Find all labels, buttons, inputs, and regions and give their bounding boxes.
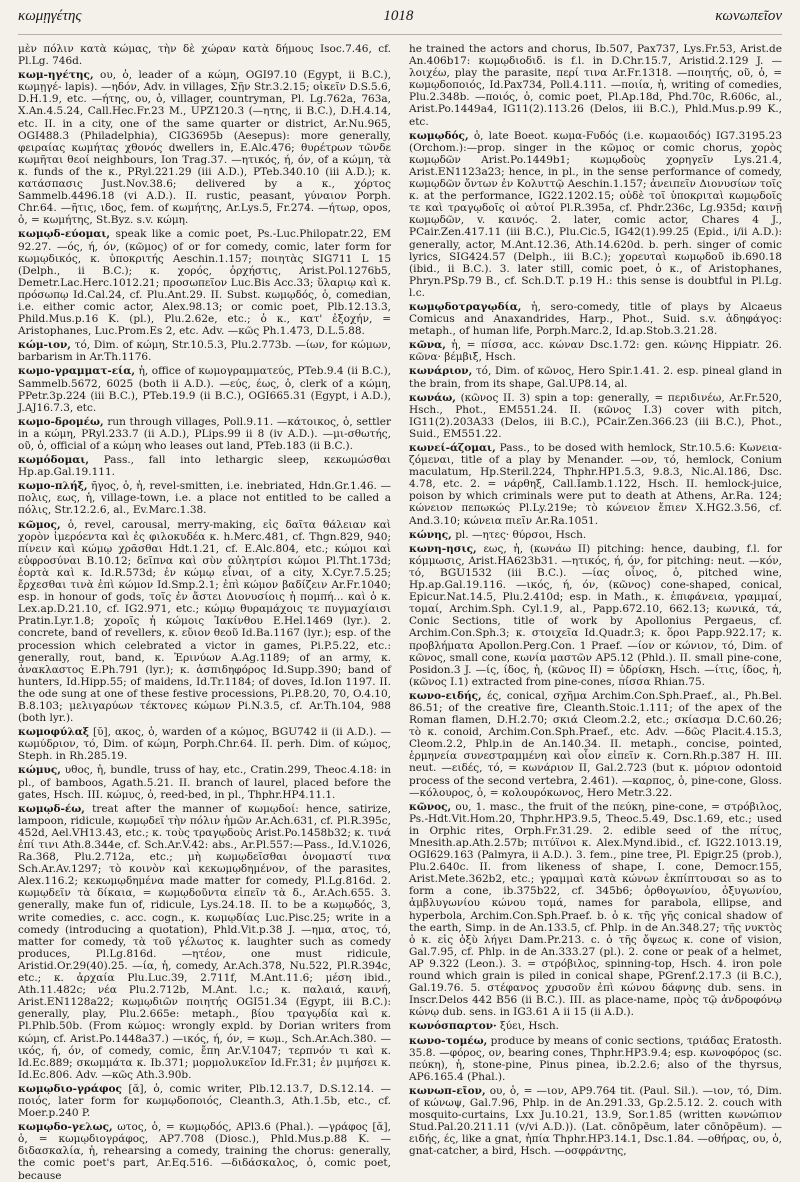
entry-body: ου, 1. masc., the fruit of the πεύκη, pine-cone, = στρόβιλος, Ps.-Hdt.Vit.Hom.20, Thphr.HP3.9.5, Theoc.5.49, Dsc.1.69, etc.; used in Orphic rites, Orph.Fr.31.29. 2. edible seed of the πίτυς, Mnesith.ap.Ath.2.57b; πιτύϊνοι κ. Alex.Mynd.ibid., cf. IG22.1013.19, OGI629.163 (Palmyra, ii A.D.). 3. fem., pine tree, Pl. Epigr.25 (prob.), Plu.2.640c. II. from likeness of shape, I. cone, Democr.155, Arist.Mete.362b2, etc.; γραμμαὶ κατὰ κώνων ἐκπίπτουσαι so as to form a cone, ib.375b22, cf. 345b6; ὀρθογωνίου, ὀξυγωνίου, ἀμβλυγωνίου κώνου τομά, names for parabola, ellipse, and hyperbola, Archim.Con.Sph.Praef. b. ὁ κ. τῆς γῆς conical shadow of the earth, Simp. in de An.133.5, cf. Phlp. in de An.348.27; τῆς νυκτὸς ὁ κ. εἰς ὀξὺ λήγει Dam.Pr.213. c. ὁ τῆς ὄψεως κ. cone of vision, Gal.7.95, cf. Phlp. in de An.333.27 (pl.). 2. cone or peak of a helmet, AP 9.322 (Leon.). 3. = στρόβιλος, spinning-top, Hsch. 4. iron pole round which grain is piled in conical shape, PGrenf.2.17.3 (ii B.C.), Gal.19.76. 5. στέφανος χρυσοῦν ἐπὶ κώνου δάφνης dub. sens. in Inscr.Delos 442 B56 (ii B.C.). III. as place-name, πρὸς τῷ ἀνδροφόνῳ κώνῳ dub. sens. in IG3.61 A ii 15 (ii A.D.).: [409, 800, 782, 1019]
entry-headword: κωμ-ηγέτης,: [18, 69, 94, 82]
entry-body: ου, ὁ, = —ιον, AP9.764 tit. (Paul. Sil.). —ιον, τό, Dim. of κώνωψ, Gal.7.96, Phlp. in de An.291.33, Gp.2.5.12. 2. couch with mosquito-curtains, Lxx Ju.10.21, 13.9, Sor.1.85 (written κωνώπιον Stud.Pal.20.211.11 (v/vi A.D.)). (Lat. cōnōpēum, later cōnōpēum). —ειδής, ές, like a gnat, ἡπία Thphr.HP3.14.1, Dsc.1.84. —οθήρας, ου, ὁ, gnat-catcher, a bird, Hsch. —οσφράντης,: [409, 1084, 782, 1158]
columns: [18, 43, 783, 1182]
dictionary-entry: [18, 416, 391, 452]
entry-body: ἡ, office of κωμογραμματεύς, PTeb.9.4 (ii B.C.), Sammelb.5672, 6025 (both ii A.D.). —εύς, έως, ὁ, clerk of a κώμη, PPetr.3p.224 (iii B.C.), PTeb.19.9 (ii B.C.), OGI665.31 (Egypt, i A.D.), J.AJ16.7.3, etc.: [18, 365, 391, 414]
entry-body: ῆγος, ὁ, ἡ, revel-smitten, i.e. inebriated, Hdn.Gr.1.46. —πολις, εως, ἡ, village-town, i.e. a place not entitled to be called a πόλις, Str.12.2.6, al., Ev.Marc.1.38.: [18, 480, 392, 517]
dictionary-entry: [18, 228, 391, 337]
dictionary-entry: [18, 365, 391, 413]
dictionary-entry: [18, 519, 391, 725]
entry-headword: κῶνα,: [409, 339, 446, 352]
dictionary-entry: [409, 1085, 782, 1158]
dictionary-entry: [18, 726, 391, 762]
dictionary-entry: [409, 690, 782, 799]
entry-headword: κῶνος,: [409, 800, 452, 813]
entry-headword: κώμυς,: [18, 764, 61, 777]
dictionary-entry: [409, 339, 782, 363]
entry-body: [ῠ], ακος, ὁ, warden of a κώμος, BGU742 ii (ii A.D.). —κωμύδριον, τό, Dim. of κώμη, Porph.Chr.64. II. perh. Dim. of κώμος, Steph. in Rh.285.19.: [18, 726, 391, 763]
dictionary-entry: [409, 529, 782, 541]
dictionary-entry: [409, 543, 782, 688]
entry-body: εως, ἡ, (κωνάω II) pitching: hence, daubing, f.l. for κόμμωσις, Arist.HA623b31. —ητικός, ή, όν, for pitching: neut. —κόν, τό, BGU1532 (iii B.C.). —ίας οἶνος, ὁ, pitched wine, Hp.ap.Gal.19.116. —ικός, ή, όν, (κῶνος) cone-shaped, conical, Epicur.Nat.14.5, Plu.2.410d; esp. in Math., κ. ἐπιφάνεια, γραμμαί, τομαί, Archim.Sph. Cyl.1.9, al., Papp.672.10, 662.13; κωνικά, τά, Conic Sections, title of work by Apollonius Pergaeus, cf. Archim.Con.Sph.3; κ. στοιχεῖα Id.Quadr.3; κ. ὅροι Papp.922.17; κ. προβλήματα Apollon.Perg.Con. 1 Praef. —ίον or κώνιον, τό, Dim. of κῶνος, small cone, κωνία μαστῶν AP5.12 (Phld.). II. small pine-cone, Posidon.3 J. —ίς, ίδος, ἡ, (κῶνος II) = ὑδρίσκη, Hsch. —ίτις, ίδος, ἡ, (κῶνος I.1) extracted from pine-cones, πίσσα Rhian.75.: [409, 542, 783, 688]
dictionary-entry: [409, 1035, 782, 1083]
dictionary-entry: [409, 130, 782, 299]
entry-body: ές, conical, σχῆμα Archim.Con.Sph.Praef., al., Ph.Bel. 86.51; of the creative fire, Cleanth.Stoic.1.111; of the apex of the Roman flamen, D.H.2.70; σκιά Cleom.2.2, etc.; σκίασμα D.C.60.26; τὸ κ. conoid, Archim.Con.Sph.Praef., etc. Adv. —δῶς Placit.4.15.3, Cleom.2.2, Phlp.in de An.140.34. II. metaph., concise, pointed, ἑρμηνεία συνεστραμμένη καὶ οἷον εἰπεῖν κ. Corn.Rh.p.387 H. III. neut. —ειδές, τό, = κωνάριον II, Gal.2.723 (but κ. μόριον odontoid process of the second vertebra, 2.461). —καρπος, ὁ, pine-cone, Gloss. —κόλουρος, ὁ, = κολουρόκωνος, Hero Metr.3.22.: [409, 689, 782, 799]
dictionary-entry: [409, 43, 782, 128]
right-column: [409, 43, 783, 1158]
left-column: [18, 43, 392, 1182]
dictionary-entry: [18, 1083, 391, 1119]
entry-body: Pass., fall into lethargic sleep, κεκωμώσθαι Hp.ap.Gal.19.111.: [18, 454, 391, 479]
dictionary-entry: [409, 301, 782, 337]
entry-body: μὲν πόλιν κατὰ κώμας, τὴν δὲ χώραν κατὰ δήμους Isoc.7.46, cf. Pl.Lg. 746d.: [18, 43, 391, 68]
entry-headword: κωνο-τομέω,: [409, 1034, 488, 1047]
entry-headword: κωμόδομαι,: [18, 454, 90, 467]
entry-body: he trained the actors and chorus, Ib.507, Pax737, Lys.Fr.53, Arist.de An.406b17: κωμῳδιοδιδ. is f.l. in D.Chr.15.7, Aristid.2.129 J. —λοιχέω, play the parasite, περί τινα Ar.Fr.1318. —ποιητής, οῦ, ὁ, = κωμῳδοποιός, Id.Pax734, Poll.4.111. —ποιία, ἡ, writing of comedies, Plu.2.348b. —ποιός, ὁ, comic poet, Pl.Ap.18d, Phd.70c, R.606c, al., Arist.Po.1449a4, IG11(2).113.26 (Delos, iii B.C.), Phld.Mus.p.99 K., etc.: [409, 43, 782, 128]
entry-headword: κωμῳδός,: [409, 129, 469, 142]
dictionary-entry: [18, 803, 391, 1081]
entry-headword: κωμο-γραμματ-εία,: [18, 365, 135, 378]
entry-body: τό, Dim. of κώμη, Str.10.5.3, Plu.2.773b. —ίων, for κώμων, barbarism in Ar.Th.1176.: [18, 339, 392, 364]
dictionary-entry: [409, 365, 782, 389]
entry-headword: κῶμος,: [18, 518, 61, 531]
entry-headword: κωνη-ησις,: [409, 542, 477, 555]
entry-body: (κῶνος II. 3) spin a top: generally, = περιδινέω, Ar.Fr.520, Hsch., Phot., EM551.24. II. (κῶνος I.3) cover with pitch, IG11(2).203A33 (Delos, iii B.C.), PCair.Zen.366.23 (iii B.C.), Phot., Suid., EM551.22.: [409, 391, 783, 440]
entry-headword: κωμο-πλήξ,: [18, 480, 88, 493]
entry-headword: κωνωπ-εῖον,: [409, 1084, 486, 1097]
entry-headword: κωνεί-άζομαι,: [409, 442, 496, 454]
dictionary-entry: [18, 454, 391, 478]
entry-body: τό, Dim. of κῶνος, Hero Spir.1.41. 2. esp. pineal gland in the brain, from its shape, Gal.UP8.14, al.: [409, 365, 783, 390]
running-head-right: κωνωπεῖον: [715, 8, 782, 24]
entry-headword: κωμῳδιο-γράφος: [18, 1082, 122, 1095]
page-number: 1018: [383, 8, 414, 24]
entry-body: pl. —ητες· θύρσοι, Hsch.: [455, 528, 587, 541]
entry-body: speak like a comic poet, Ps.-Luc.Philopatr.22, EM 92.27. —ός, ή, όν, (κῶμος) of or for comedy, comic, later form for κωμῳδικός, κ. ὑποκριτής Aeschin.1.157; ποιητὰς SIG711 L 15 (Delph., ii B.C.); κ. χορός, ὀρχήστις, Arist.Pol.1276b5, Demetr.Lac.Herc.1012.21; προσωπεῖον Luc.Bis Acc.33; ὕλαριῳ καὶ κ. πρόσωπῳ Id.Cal.24, cf. Plu.Ant.29. II. Subst. κωμῳδός, ὁ, comedian, i.e. either comic actor, Alex.98.13; or comic poet, Plb.12.13.3, Phild.Mus.p.16 K. (pl.), Plu.2.62e, etc.; ὁ κ., κατ' ἐξοχήν, = Aristophanes, Luc.Prom.Es 2, etc. Adv. —κῶς Ph.1.473, D.L.5.88.: [18, 228, 391, 338]
entry-body: υθος, ἡ, bundle, truss of hay, etc., Cratin.299, Theoc.4.18: in pl., of bamboos, Agath.5.21. II. branch of laurel, placed before the gates, Hsch. III. κώμυς, ὁ, reed-bed, in pl., Thphr.HP4.11.1.: [18, 764, 391, 801]
entry-headword: κώμ-ιον,: [18, 339, 71, 352]
entry-body: ἡ, = πίσσα, acc. κώναν Dsc.1.72: gen. κώνης Hippiatr. 26. κῶνα· βέμβιξ, Hsch.: [409, 339, 782, 364]
entry-headword: κωνο-ειδής,: [409, 689, 482, 702]
entry-body: Pass., to be dosed with hemlock, Str.10.5.6: Κωνεια-ζόμεναι, title of a play by Menander. —ον, τό, hemlock, Conium maculatum, Hp.Steril.224, Thphr.HP1.5.3, 9.8.3, Nic.Al.186, Dsc. 4.78, etc. 2. = νάρθηξ, Call.Iamb.1.122, Hsch. II. hemlock-juice, poison by which criminals were put to death at Athens, Ar.Ra. 124; κώνειον πεπωκώς Pl.Ly.219e; τὸ κώνειον ἔπιεν X.HG2.3.56, cf. And.3.10; κώνεια πιεῖν Ar.Ra.1051.: [409, 442, 782, 527]
running-head: [18, 8, 782, 35]
entry-body: [ᾰ], ὁ, comic writer, Plb.12.13.7, D.S.12.14. —ποιός, later form for κωμῳδοποιός, Cleanth.3, Ath.1.5b, etc., cf. Moer.p.240 P.: [18, 1082, 391, 1120]
entry-headword: κωνόσπαρτον·: [409, 1020, 497, 1033]
entry-body: ὁ, late Boeot. κωμα-Fυδός (i.e. κωμαοιδός) IG7.3195.23 (Orchom.):—prop. singer in the κῶμος or comic chorus, χορὸς κωμῳδῶν Arist.Po.1449b1; κωμῳδοὺς χορηγεῖν Lys.21.4, Arist.EN1123a23; hence, in pl., in the sense performance of comedy, κωμῳδῶν ὄντων ἐν Κολυττῷ Aeschin.1.157; ἀνειπεῖν Διονυσίων τοῖς κ. at the performance, IG22.1202.15; οὐδὲ τοῖ ὑποκριταὶ κωμῳδοῖς τε καὶ τραγῳδοῖς οἱ αὐτοί Pl.R.395a, cf. Phdr.236c, Lg.935d; καινῇ κωμῳδῶν, v. καινός. 2. later, comic actor, Chares 4 J., PCair.Zen.417.11 (iii B.C.), Plu.Cic.5, IG42(1).99.25 (Epid., i/ii A.D.): generally, actor, M.Ant.12.36, Ath.14.620d. b. perh. singer of comic lyrics, SIG424.57 (Delph., iii B.C.); χορευταὶ κωμῳδοῦ ib.690.18 (ibid., ii B.C.). 3. later still, comic poet, ὁ κ., of Aristophanes, Phryn.PSp.79 B., cf. Sch.D.T. p.19 H.: this sense is doubtful in Pl.Lg. l.c.: [409, 129, 783, 299]
entry-body: ἡ, sero-comedy, title of plays by Alcaeus Comicus and Anaxandrides, Harp., Phot., Suid. s.v. ἀδηφάγος: metaph., of human life, Porph.Marc.2, Id.ap.Stob.3.21.28.: [409, 300, 782, 338]
entry-body: ου, ὁ, leader of a κώμη, OGI97.10 (Egypt, ii B.C.), κωμῃγέ- lapis). —ηδόν, Adv. in villages, Σῇν Str.3.2.15; οἰκεῖν D.S.5.6, D.H.1.9, etc. —ήτης, ου, ὁ, villager, countryman, Pl. Lg.762a, 763a, X.An.4.5.24, Call.Hec.Fr.23 M., UPZ120.3 (—ητης, ii B.C.), D.H.4.14, etc. II. in a city, one of the same quarter or district, Ar.Nu.965, OGI488.3 (Philadelphia), CIG3695b (Aesepus): more generally, φειραίας κωμήτας χθονός dwellers in, E.Alc.476; θυρέτρων τῶνδε κωμῆται θεοί neighbours, Ion Trag.37. —ητικός, ή, όν, of a κώμη, τὰ κ. funds of the κ., PRyl.221.29 (iii A.D.), PTeb.340.10 (iii A.D.); κ. κατάσπασις Just.Nov.38.6; delivered by a κ., χόρτος Sammelb.4496.18 (vi A.D.). II. rustic, peasant, γύναιον Porph. Chr.64. —ῆτις, ιδος, fem. of κωμήτης, Ar.Lys.5, Fr.274. —ήτωρ, opos, ὁ, = κωμήτης, St.Byz. s.v. κώμη.: [18, 69, 392, 227]
entry-body: produce by means of conic sections, τριάδας Eratosth. 35.8. —φόρος, ον, bearing cones, Thphr.HP3.9.4; esp. κωνοφόρος (sc. πεύκη), ἡ, stone-pine, Pinus pinea, ib.2.2.6; also of the thyrsus, AP6.165.4 (Phal.).: [409, 1034, 782, 1083]
dictionary-entry: [409, 801, 782, 1019]
entry-body: ὁ, revel, carousal, merry-making, εἰς δαῖτα θάλειαν καὶ χορὸν ἱμερόεντα καὶ ἐς φιλοκυδέα κ. h.Merc.481, cf. Thgn.829, 940; πίνειν καὶ κώμῳ χρᾶσθαι Hdt.1.21, cf. E.Alc.804, etc.; κώμοι καὶ εὐφροσύναι B.10.12; δεῖπνα καὶ σὺν αὐλητρίσι κώμοι Pl.Tht.173d; ἑορτὰ καὶ κ. Id.R.573d; ἐν κώμῳ εἶναι, of a city, X.Cyr.7.5.25; ἔρχεσθαι τινὰ ἐπὶ κώμον Id.Smp.2.1; ἐπὶ κώμον βαδίζειν Ar.Fr.1040; esp. in honour of gods, τοῖς ἐν ἄστει Διονυσίοις ἡ πομπή... καὶ ὁ κ. Lex.ap.D.21.10, cf. IG2.971, etc.; κώμῳ θυραμάχοις τε πυγμαχίαισι Pratin.Lyr.1.8; χοροῖς ἡ κώμοις Ἰακίνθου E.Hel.1469 (lyr.). 2. concrete, band of revellers, κ. εὔιον θεοῦ Id.Ba.1167 (lyr.); esp. of the procession which celebrated a victor in games, Pi.P.5.22, etc.: generally, rout, band, κ. Ἐρινύων A.Ag.1189; of an army, κ. ἀνακλαστος E.Ph.791 (lyr.); κ. ἀσπιδηφόρος Id.Supp.390; band of hunters, Id.Hipp.55; of maidens, Id.Tr.1184; of doves, Id.Ion 1197. II. the ode sung at one of these festive processions, Pi.P.8.20, 70, O.4.10, B.8.103; μελιγαρύων τέκτονες κώμων Pi.N.3.5, cf. Ar.Th.104, 988 (both lyr.).: [18, 518, 391, 725]
dictionary-entry: [18, 480, 391, 516]
entry-body: ωτος, ὁ, = κωμῳδός, APl3.6 (Phal.). —γράφος [ᾰ], ὁ, = κωμῳδιογράφος, AP7.708 (Diosc.), Phld.Mus.p.88 K. —διδασκαλία, ἡ, rehearsing a comedy, training the chorus: generally, the comic poet's part, Ar.Eq.516. —διδάσκαλος, ὁ, comic poet, because: [18, 1121, 391, 1182]
entry-headword: κωμο-δρομέω,: [18, 415, 104, 428]
dictionary-entry: [409, 1020, 782, 1032]
entry-body: treat after the manner of κωμῳδοί: hence, satirize, lampoon, ridicule, κωμῳδεῖ τὴν πόλιν ἡμῶν Ar.Ach.631, cf. Pl.R.395c, 452d, Ael.VH13.43, etc.; κ. τοὺς τραγῳδοὺς Arist.Po.1458b32; κ. τινά ἐπί τινι Ath.8.344e, cf. Sch.Ar.V.42: abs., Ar.Pl.557:—Pass., Id.V.1026, Ra.368, Plu.2.712a, etc.; μὴ κωμῳδεῖσθαι ὀνομαστί τινα Sch.Ar.Av.1297; τὸ κοινὸν καὶ κεκωμῳδημένον, of the parasites, Alex.116.2; κεκωμῳδημένα made matter for comedy, Pl.Lg.816d. 2. κωμῳδεῖν τὰ δίκαια, = κωμῳδοῦντα εἰπεῖν τὰ δ., Ar.Ach.655. 3. generally, make fun of, ridicule, Lys.24.18. II. to be a κωμῳδός, 3, write comedies, c. acc. cogn., κ. κωμῳδίας Luc.Pisc.25; write in a comedy (introducing a quotation), Phld.Vit.p.38 J. —ημα, ατος, τό, matter for comedy, τὰ τοῦ γέλωτος κ. laughter such as comedy produces, Pl.Lg.816d. —ητέον, one must ridicule, Aristid.Or.29(40).25. —ία, ἡ, comedy, Ar.Ach.378, Nu.522, Pl.R.394c, etc.; κ. ἀρχαία Plu.Luc.39, 2.711f, M.Ant.11.6; μέση ibid., Ath.11.482c; νέα Plu.2.712b, M.Ant. l.c.; κ. παλαιά, καινή, Arist.EN1128a22; κωμῳδιῶν ποιητής OGI51.34 (Egypt, iii B.C.): generally, play, Plu.2.665e: metaph., βίου τραγῳδία καὶ κ. Pl.Phlb.50b. (From κώμος: wrongly expld. by Dorian writers from κώμη, cf. Arist.Po.1448a37.) —ικός, ή, όν, = κωμ., Sch.Ar.Ach.380. —ικός, ή, όν, of comedy, comic, ἔπη Ar.V.1047; τερπνόν τι καὶ κ. Id.Ec.889; σκωμμάτα κ. Ib.371; μορμολυκεῖον Id.Fr.31; ἐν μιμήσει κ. Id.Ec.806. Adv. —κῶς Ath.3.90b.: [18, 802, 391, 1081]
entry-headword: κωμῳδοτραγῳδία,: [409, 300, 522, 313]
dictionary-entry: [409, 392, 782, 440]
entry-body: ξύει, Hsch.: [500, 1020, 559, 1033]
dictionary-entry: [18, 69, 391, 226]
dictionary-entry: [18, 1121, 391, 1181]
entry-headword: κωμῳδ-έω,: [18, 802, 85, 815]
entry-headword: κώνης,: [409, 528, 452, 541]
entry-headword: κωμῳδο-γελως,: [18, 1121, 113, 1134]
dictionary-entry: [18, 43, 391, 67]
entry-body: run through villages, Poll.9.11. —κάτοικος, ὁ, settler in a κώμη, PRyl.233.7 (ii A.D.), PLips.99 ii 8 (iv A.D.). —μι-σθωτής, οῦ, ὁ, official of a κώμη who leases out land, PTeb.183 (ii B.C.).: [18, 415, 391, 452]
dictionary-entry: [409, 442, 782, 527]
entry-headword: κωμῳδ-εύομαι,: [18, 228, 111, 241]
entry-headword: κωνάω,: [409, 391, 456, 404]
entry-headword: κωμοφύλαξ: [18, 726, 90, 739]
entry-headword: κωνάριον,: [409, 365, 473, 378]
dictionary-entry: [18, 764, 391, 800]
running-head-left: κωμῃγέτης: [18, 8, 82, 24]
dictionary-entry: [18, 339, 391, 363]
